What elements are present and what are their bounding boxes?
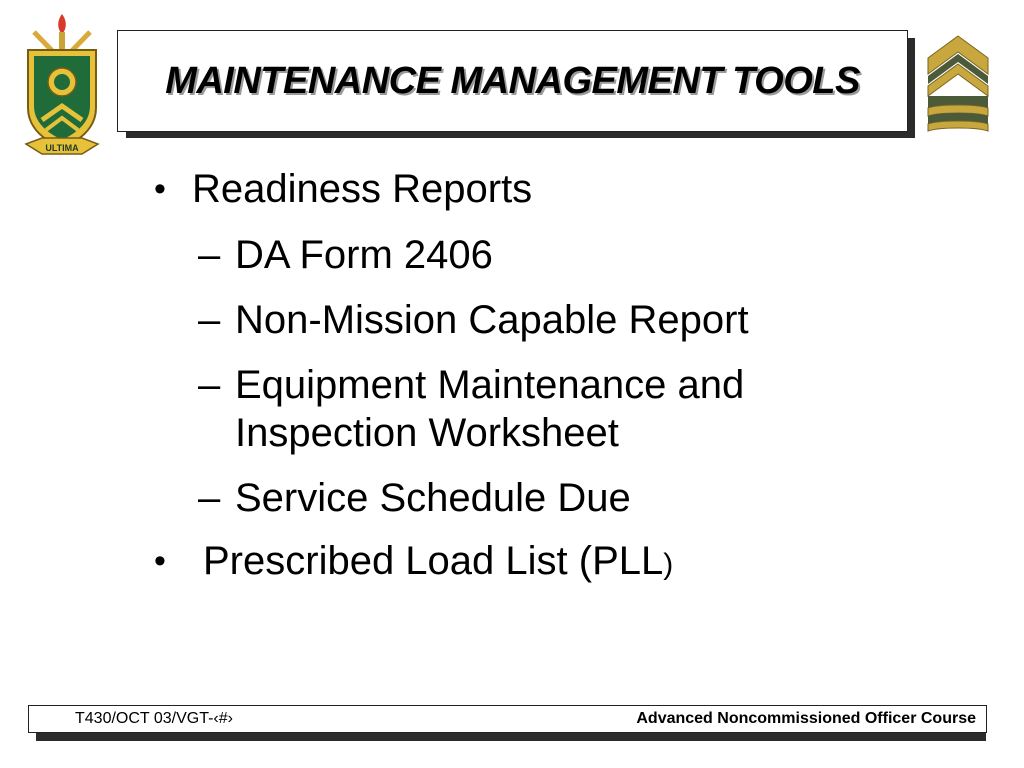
footer-course-name: Advanced Noncommissioned Officer Course <box>636 710 976 727</box>
sub-bullet-text: Equipment Maintenance and Inspection Worksheet <box>235 363 745 455</box>
bullet-item <box>150 537 870 589</box>
sub-bullet-text: Non-Mission Capable Report <box>235 298 749 342</box>
svg-text:ULTIMA: ULTIMA <box>45 143 79 153</box>
bullet-item <box>150 165 870 213</box>
title-box <box>117 30 908 132</box>
sub-bullet-text: DA Form 2406 <box>235 233 493 277</box>
rank-chevron-icon <box>926 34 990 132</box>
dash-marker: – <box>198 233 221 277</box>
sub-bullet-item <box>150 474 870 522</box>
bullet-marker: • <box>154 542 166 580</box>
dash-marker: – <box>198 476 221 520</box>
sub-bullet-item <box>150 296 870 344</box>
bullet-suffix: ) <box>663 548 674 581</box>
slide-title: MAINTENANCE MANAGEMENT TOOLS <box>165 60 860 102</box>
bullet-marker: • <box>154 170 166 208</box>
sub-bullet-text: Service Schedule Due <box>235 476 631 520</box>
bullet-text: Prescribed Load List (PLL <box>203 539 664 583</box>
sub-bullet-item <box>150 231 870 279</box>
sub-bullet-item <box>150 361 835 457</box>
crest-logo-icon <box>20 12 104 160</box>
footer-slide-id: T430/OCT 03/VGT-‹#› <box>75 710 233 727</box>
bullet-text: Readiness Reports <box>192 167 533 211</box>
slide-body <box>150 165 870 607</box>
dash-marker: – <box>198 298 221 342</box>
footer-bar <box>28 705 987 733</box>
dash-marker: – <box>198 363 221 407</box>
